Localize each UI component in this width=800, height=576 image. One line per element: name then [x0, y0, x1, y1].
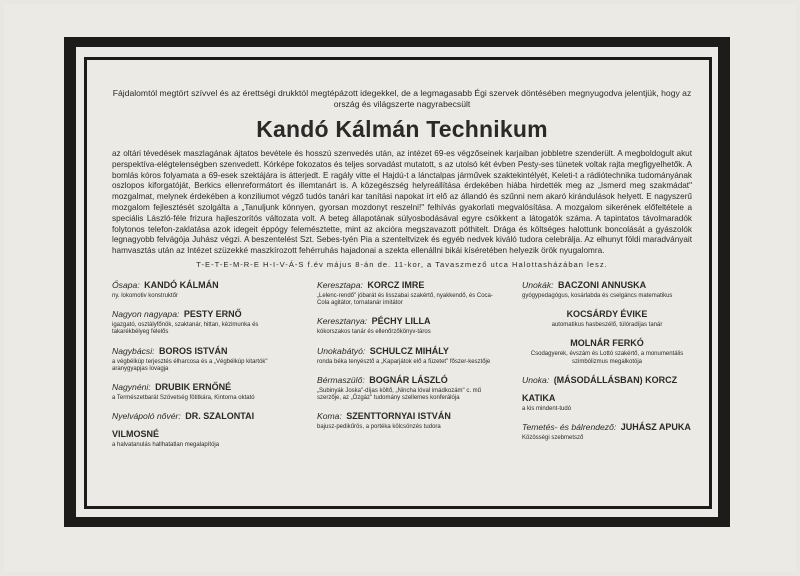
- mourner-name: KANDÓ KÁLMÁN: [144, 279, 219, 290]
- mourner-entry: [112, 275, 297, 300]
- mourner-name: PESTY ERNŐ: [183, 309, 242, 320]
- mourner-role: Keresztapa:: [317, 279, 363, 290]
- mourners-list: [112, 275, 692, 453]
- funeral-announcement: T-E-T-E-M-R-E H-I-V-Á-S f.év május 8-án de. 11-kor, a Tavaszmező utca Halottasházában lesz.: [196, 259, 608, 269]
- mourner-description: igazgató, osztályfőnök, szaktanár, hittan, kézimunka és takarékbélyeg felelős: [112, 322, 259, 336]
- body-text: az oltári tévedések maszlagának ájtatos bevétele és hosszú szenvedés után, az intézet 69-es végzőseinek karjaiban jobbletre szenderült. A megboldogult akut perspektíva-elégtelenségben szenvedett. Kórképe fokozatos és teljes sorvadást mutatott, s az utolsó két évben Pesty-ses tünetek voltak rajta megfigyelhetők. A bomlás kóros folyamata a 69-esek szektájára is átterjedt. E ragály vitte el Hajdú-t a lánctalpas járművek szaktekintélyét, Keleti-t a rádiótechnika tudományának oszlopos kiforgatóját, Berkics ellenreformátort és illemtanárt is. A közegészség helyreállítása érdekében hiába hirdették meg az „Ismerd meg szakmádat" mozgalmat, melynek érdekében a konziliumot végző tudós tanári kar tanítási napokat írt elő az állandó és szűnni nem akaró kirándulások helyett. E nagyszerű mozgalom fejlesztését szolgálta a „Tanuljunk könnyen, gyorsan mozdonyt reszelni!" felhívás gyakorlati megvalósítása. A mozgalom sikerének előfeltétele a speciális László-féle frizura hajleszorítós változata volt. A beteg állapotának súlyosbodásával egyre csökkent a látogatók száma. A tapintatos távolmaradók folytonos telefon-zaklatása azok idegeit éppógy felemésztette, mint az akcióra megszavazott póthitelt. Drága és költséges halottunk boncolását a gyászolók legnagyobb felvágója Juhász végzi. A beszentelést Szt. Sebes-tyén Pia a szenteltvizek és egyéb nedvek kiváló tudora celebrálja. Az elhunyt földi maradványait hamvasztás után az Intézet szüzekké maszkírozott fehérruhás hajadonai a szekta ellenállni bikái kíséretében helyezik örök nyugalomra.: [112, 149, 692, 256]
- mourner-name: KOCSÁRDY ÉVIKE: [566, 309, 648, 320]
- mourner-entry: [317, 311, 502, 336]
- mourner-description: a kis mindent-tudó: [522, 405, 572, 412]
- mourner-description: kókorszakos tanár és ellenőrzőkönyv-táros: [317, 329, 431, 336]
- mourner-description: a halvatanulás hallhatatlan megalapítója: [112, 442, 220, 449]
- mourner-name: (MÁSODÁLLÁSBAN) KORCZ KATIKA: [522, 374, 678, 403]
- mourner-entry: [317, 406, 502, 431]
- mourner-entry: [522, 370, 692, 413]
- mourner-name: MOLNÁR FERKÓ: [570, 338, 644, 349]
- mourner-description: ny. lokomotiv konstruktőr: [112, 292, 178, 299]
- mourner-role: Temetés- és bálrendező:: [522, 421, 617, 432]
- intro-text: Fájdalomtól megtört szívvel és az érettségi drukktól megtépázott idegekkel, de a legmagasabb Égi szervek döntésében megnyugodva jelentjük, hogy az ország és világszerte nagyrabecsült: [112, 88, 692, 109]
- mourner-name: BOROS ISTVÁN: [158, 345, 228, 356]
- mourner-name: DRUBIK ERNŐNÉ: [155, 381, 232, 392]
- mourner-description: Csodagyerek, évszám és Lottó szakértő, a monumentális szimbólizmus megalkotója: [530, 351, 684, 365]
- mourner-entry: [522, 417, 692, 442]
- mourner-name: SCHULCZ MIHÁLY: [369, 345, 449, 356]
- mourner-role: Unokabátyó:: [317, 345, 366, 356]
- mourner-description: „Subinyák Joska"-díjas költő, „Nincha lóval imádkozám" c. mű szerzője, az „Ózgáz" tudomány szellemes konferálója: [317, 387, 481, 401]
- mourner-role: Koma:: [317, 411, 342, 422]
- mourner-entry: [522, 333, 692, 365]
- mourner-role: Nyelvápoló nővér:: [112, 411, 181, 422]
- mourner-name: JUHÁSZ APUKA: [620, 421, 691, 432]
- mourner-description: bajusz-pedikűrös, a portéka kölcsönzés tudora: [317, 424, 441, 431]
- mourner-role: Nagybácsi:: [112, 345, 155, 356]
- mourner-name: KORCZ IMRE: [367, 279, 425, 290]
- mourners-column-2: [317, 275, 502, 453]
- mourner-role: Keresztanya:: [317, 316, 368, 327]
- mourner-role: Nagynéni:: [112, 381, 151, 392]
- mourner-description: a végbélkúp terjesztés élharcosa és a „Végbélkúp kitartók" aranygyapjas lovagja: [112, 358, 268, 372]
- mourner-name: BACZONI ANNUSKA: [557, 279, 647, 290]
- mourner-description: ronda béka tenyésztő a „Kaparjátok elő a füzetet" főszer-kesztője: [317, 358, 491, 365]
- notice-title: Kandó Kálmán Technikum: [256, 116, 548, 142]
- mourner-name: DR. SZALONTAI VILMOSNÉ: [112, 411, 255, 440]
- mourner-name: SZENTTORNYAI ISTVÁN: [346, 411, 451, 422]
- mourner-name: BOGNÁR LÁSZLÓ: [369, 374, 448, 385]
- mourner-role: Unokák:: [522, 279, 554, 290]
- mourner-description: a Természetbarát Szövetség fötitkára, Kintorna oktató: [112, 394, 255, 401]
- mourner-entry: [522, 304, 692, 329]
- mourner-role: Nagyon nagyapa:: [112, 309, 180, 320]
- mourner-entry: [317, 370, 502, 402]
- mourner-description: „Lelenc-rendő" jóbarát és lisszabai szakértő, nyakkendő, és Coca-Cola agitátor, tornatanár imitátor: [317, 292, 493, 307]
- mourner-entry: [112, 377, 297, 402]
- mourner-role: Unoka:: [522, 374, 550, 385]
- mourner-entry: [317, 341, 502, 366]
- mourner-description: gyógypedagógus, kosárlabda és cselgáncs matematikus: [522, 292, 673, 299]
- mourner-name: PÉCHY LILLA: [371, 316, 431, 327]
- mourner-role: Ősapa:: [112, 279, 140, 290]
- mourner-entry: [112, 406, 297, 449]
- mourner-description: Közösségi szebmetsző: [522, 434, 584, 441]
- mourner-description: automatikus hasbeszélő, túlóradíjas tanár: [551, 322, 663, 329]
- notice-content: [112, 88, 692, 453]
- mourner-entry: [112, 304, 297, 336]
- mourners-column-3: [522, 275, 692, 453]
- mourners-column-1: [112, 275, 297, 453]
- mourner-role: Bérmaszülő:: [317, 374, 365, 385]
- mourner-entry: [112, 341, 297, 373]
- mourner-entry: [522, 275, 692, 300]
- mourner-entry: [317, 275, 502, 307]
